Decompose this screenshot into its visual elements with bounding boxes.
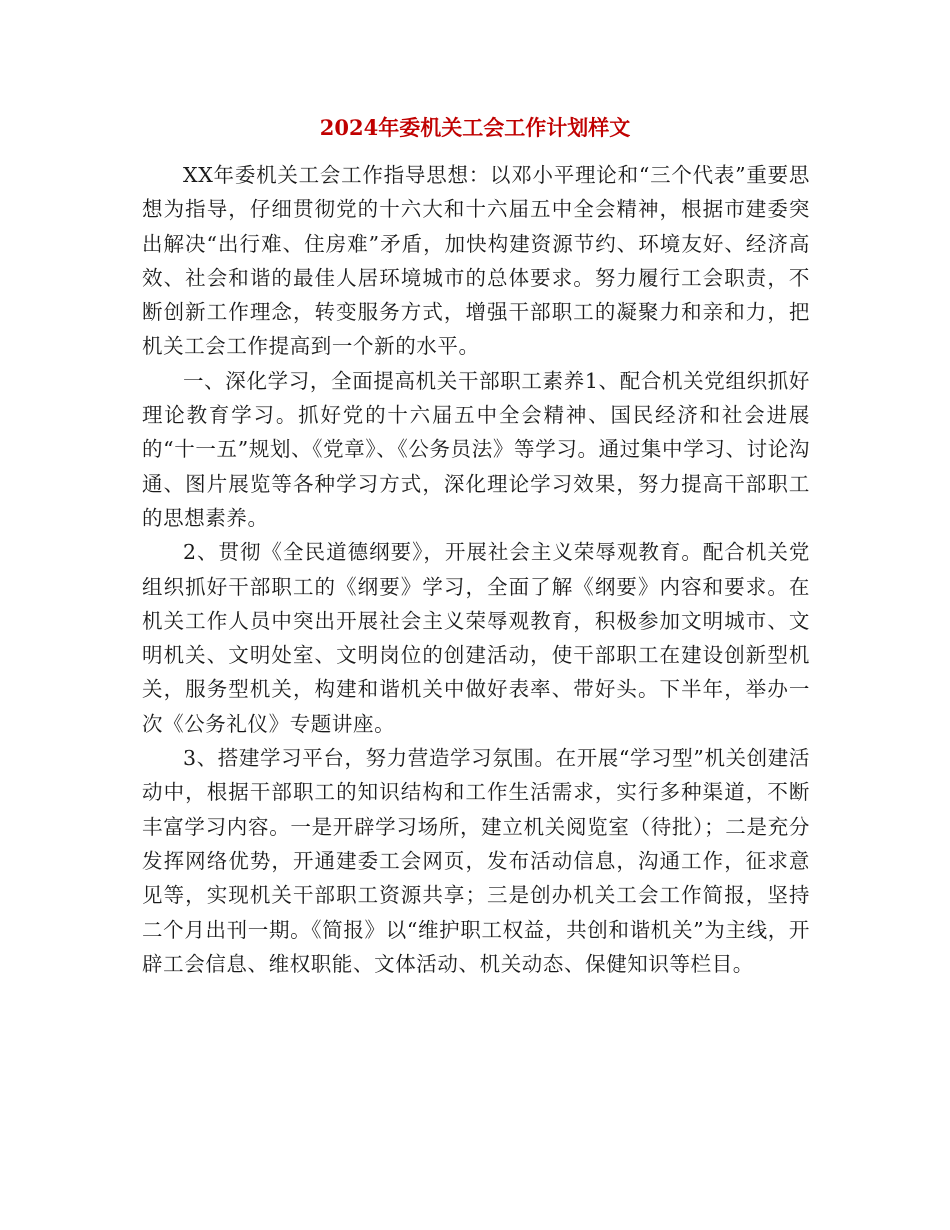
paragraph-item-two: 2、贯彻《全民道德纲要》，开展社会主义荣辱观教育。配合机关党组织抓好干部职工的《纲要》学习，全面了解《纲要》内容和要求。在机关工作人员中突出开展社会主义荣辱观教育，积极参加文明城市、文明机关、文明处室、文明岗位的创建活动，使干部职工在建设创新型机关，服务型机关，构建和谐机关中做好表率、带好头。下半年，举办一次《公务礼仪》专题讲座。 — [142, 540, 810, 736]
paragraph-item-three: 3、搭建学习平台，努力营造学习氛围。在开展“学习型”机关创建活动中，根据干部职工的知识结构和工作生活需求，实行多种渠道，不断丰富学习内容。一是开辟学习场所，建立机关阅览室（待批）；二是充分发挥网络优势，开通建委工会网页，发布活动信息，沟通工作，征求意见等，实现机关干部职工资源共享；三是创办机关工会工作简报，坚持二个月出刊一期。《简报》以“维护职工权益，共创和谐机关”为主线，开辟工会信息、维权职能、文体活动、机关动态、保健知识等栏目。 — [142, 746, 810, 976]
paragraph-guiding-ideology: XX年委机关工会工作指导思想：以邓小平理论和“三个代表”重要思想为指导，仔细贯彻党的十六大和十六届五中全会精神，根据市建委突出解决“出行难、住房难”矛盾，加快构建资源节约、环境友好、经济高效、社会和谐的最佳人居环境城市的总体要求。努力履行工会职责，不断创新工作理念，转变服务方式，增强干部职工的凝聚力和亲和力，把机关工会工作提高到一个新的水平。 — [142, 163, 810, 359]
document-title: 2024年委机关工会工作计划样文 — [319, 115, 631, 140]
document-body — [142, 158, 810, 981]
paragraph-section-one: 一、深化学习，全面提高机关干部职工素养1、配合机关党组织抓好理论教育学习。抓好党的十六届五中全会精神、国民经济和社会进展的“十一五”规划、《党章》、《公务员法》等学习。通过集中学习、讨论沟通、图片展览等各种学习方式，深化理论学习效果，努力提高干部职工的思想素养。 — [142, 368, 810, 530]
